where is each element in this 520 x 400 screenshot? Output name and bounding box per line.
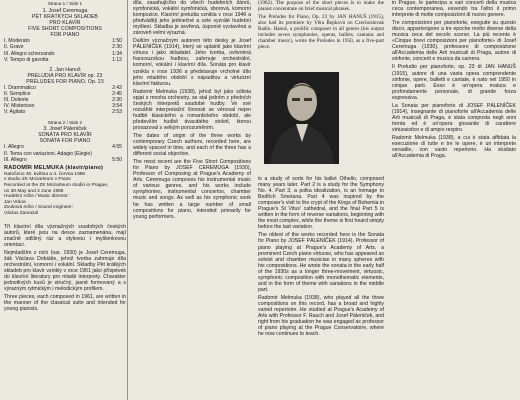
track-listing-column <box>4 0 126 400</box>
column-divider <box>127 0 128 400</box>
notes-paragraph: Dalším význačným autorem této desky je Josef PÁLENÍČEK (1914), který se uplatnil jako klavírní virtuos i jako skladatel. Jeho tvorba, ovlivněná francouzskou hudbou, zahrnuje orchestrální, komorní, vokální i klavírní díla. Sonáta pro klavír vznikla v roce 1936 a představuje vrcholné dílo jeho mladého období s nápaditou a virtuózní klavírní fakturou. <box>133 38 251 87</box>
side1-work2-en: PRELUDES FOR PIANO, Op. 23 <box>26 78 104 85</box>
credit-line: Václav Zamazal <box>4 210 39 216</box>
pianist-portrait-photo <box>264 72 339 164</box>
pianist-credit: RADOMÍR MELMUKA (klavír/piano) <box>4 164 104 171</box>
track-title: II. Grave <box>4 44 24 51</box>
notes-paragraph: Radomír Melmuka (1938), who played all the three compositions on this record, has a broad and highly varied repertoire. He studied at Prague's Academy of Arts with Professor F. Rauch and Josef Páleníček, and right from his graduation he was engaged as professor of piano playing at the Prague Conservatoire, where he now continues to teach. <box>258 294 384 338</box>
side2-work-czech: SONÁTA PRO KLAVÍR <box>38 132 92 139</box>
track-duration: 5:50 <box>112 156 122 163</box>
pianist-portrait-image <box>264 72 339 164</box>
track-duration: 1:12 <box>112 56 122 63</box>
track-duration: 1:50 <box>112 38 122 45</box>
notes-paragraph: Radomír Melmuka (1938), a cui è stata affidata la esecuzione di tutte e tre le opere, è un interprete versatile, con vasto repertorio. Ha studiato all'Accademia di Praga. <box>392 134 516 160</box>
credit-line: Hudební režie / Music director: <box>4 194 70 200</box>
credit-line: Natočeno 30. května a 4. června 1986 <box>4 171 86 177</box>
track-title: V. Agitato <box>4 109 26 116</box>
recording-credits <box>4 172 126 217</box>
credit-line: v studiu ZK Mozarteum v Praze <box>4 177 71 183</box>
notes-paragraph: Tři klavírní díla význačných soudobých českých autorů, které jsou na desce zaznamenána, mají značně odlišný ráz a stylovou i myšlenkovou orientaci. <box>4 223 126 248</box>
side1-work-czech: PĚT KRÁTKÝCH SKLADEB <box>32 13 98 20</box>
side1-work2-czech: PRELUDIA PRO KLAVÍR op. 23 <box>27 72 103 79</box>
notes-paragraph: Three pieces, each composed in 1961, are written in the manner of the classical suite and intended for young pianists. <box>4 294 126 313</box>
side2-track-list <box>4 144 126 162</box>
track-duration: 1:34 <box>112 50 122 57</box>
notes-paragraph: Il Preludio per pianoforte, op. 23 di JAN HANUŠ (1915), autore di una vasta opera comprendente sinfonie, opere, balletti e cantate, è nato nel 1950 in cinque parti. Esso è un'opera matura e profondamente personale, di grande forza espressiva. <box>392 64 516 101</box>
side2-work-en: SONATA FOR PIANO <box>39 138 91 145</box>
side1-heading: Strana 1 / Side 1 <box>47 1 83 6</box>
track-title: I. Moderato <box>4 38 30 45</box>
notes-paragraph: The Preludes for Piano, Op. 23 by JAN HANUŠ (1915), also had its premiere by Věra Řepková on Czechoslovak Radio. Hanuš, a prolific composer in all genres (his output includes seven symphonies, operas, ballets, cantatas and chamber music), wrote the Preludes in 1950, as a five-part piece. <box>258 14 384 51</box>
track-title: III. Allegro scherzando <box>4 50 55 57</box>
notes-paragraph: The oldest of the works recorded here is the Sonata for Piano by JOSEF PÁLENÍČEK (1914), Professor of piano playing at Prague's Academy of Arts, a prominent Czech piano virtuoso, who has appeared as soloist and chamber musician in many spheres with his compositions. He wrote the sonata in the early half of the 1930s as a longer three-movement, virtuosic, symphonic composition with monothematic elements, and in the form of theme with variations in the middle part. <box>258 232 384 293</box>
side1-track-list-2 <box>4 85 126 115</box>
track-title: II. Tema con variazioni. Adagio (Elegie) <box>4 150 92 157</box>
notes-paragraph: Radomír Melmuka (1938), jehož byl jako sólista spjat s mnoha orchestry, se stal jedním z předních českých interpretů soudobé hudby. Ve své rozsáhlé interpretační činnosti se věnoval nejen hudbě klasického a romantického období, ale především hudbě dvacátého století, kterou prosazoval s velkým porozuměním. <box>133 88 251 131</box>
side1-composer-2: 2. Jan Hanuš <box>49 66 81 73</box>
notes-paragraph: díla, zasahujícího do všech hudebních žánrů, symfonická, vokální symfonická, sborová, komorní kompozice. Klavírní preludia vznikla v roce 1946 a předvádějí jeho jedinečné a cele vyzrálé hudební myšlení. Skladba je sevřená, úsporně vystavěná a zároveň velmi výrazná. <box>133 0 251 37</box>
track-row <box>4 157 126 163</box>
track-duration: 4:55 <box>112 144 122 151</box>
track-duration: 2:45 <box>112 91 122 98</box>
track-title: III. Dolente <box>4 97 29 104</box>
notes-paragraph: The most recent are the Five Short Compositions for Piano by JOSEF CEREMUGA (1930), Professor of Composing at Prague's Academy of Arts. Ceremuga composes his instrumental music of various genres, and his works include symphonies, instrumental concertos, chamber music and songs. As well as his symphonic work he has written a large number of small compositions for piano, intended primarily for young performers. <box>133 159 251 220</box>
track-title: III. Allegro <box>4 156 27 163</box>
credit-line: Recorded at the ZK Mozarteum studio in Prague, <box>4 182 109 188</box>
notes-paragraph: Tre composizioni per pianoforte, eseguite su questo disco, appartengono a tre epoche molto diverse della musica ceca del secolo scorso. La più recente è «Cinque brevi composizioni per pianoforte» di Josef Ceremuga (1930), professore di composizione all'Accademia delle Arti musicali di Praga, autore di sinfonie, concerti e musica da camera. <box>392 20 516 63</box>
side1-track-list <box>4 38 126 62</box>
track-duration: 2:42 <box>112 85 122 92</box>
side2-heading: Strana 2 / Side 2 <box>47 119 83 125</box>
track-title: IV. Misterioso <box>4 103 35 110</box>
credit-line: on 30 May and 4 June 1986 <box>4 188 64 194</box>
side1-work-en-2: FOR PIANO <box>50 32 80 39</box>
notes-paragraph: La Sonata per pianoforte di JOSEF PÁLENÍČEK (1914), insegnante di pianoforte all'Accademia delle Arti musicali di Praga, è stata composta negli anni trenta ed è un'opera giovanile di carattere virtuosistico e di ampio respiro. <box>392 102 516 133</box>
notes-paragraph: in Prague, le partecipa a vari concerti della musica ceca contemporanea, essendo tra l'altro il primo interprete di molte composizioni di nuovo genere. <box>392 0 516 19</box>
side1-work-en: FIVE SHORT COMPOSITIONS <box>28 25 102 32</box>
notes-column-4 <box>392 0 516 400</box>
notes-column-3-top <box>258 0 384 70</box>
track-title: I. Drammatico <box>4 85 36 92</box>
credit-line: Jan Vrána <box>4 199 26 205</box>
credit-line: Zvuková režie / Sound engineer: <box>4 205 74 211</box>
track-title: I. Allegro <box>4 144 24 151</box>
notes-column-2 <box>133 0 251 400</box>
track-title: V. Tempo di gavotta <box>4 56 49 63</box>
side1-work-czech-2: PRO KLAVÍR <box>49 19 81 26</box>
side2-composer: 3. Josef Páleníček <box>43 126 87 133</box>
track-duration: 2:30 <box>112 44 122 51</box>
side1-composer: 1. Josef Ceremuga <box>42 7 88 14</box>
czech-notes-column1 <box>4 224 126 313</box>
track-duration: 2:53 <box>112 109 122 116</box>
notes-paragraph: Nejmladším z nich (nar. 1930) je Josef Ceremuga, žák Václava Dobiáše, jehož tvorba zahrnuje díla orchestrální, komorní i vokální. Skladby Pět krátkých skladeb pro klavír vznikly v roce 1961 jako příspěvek do klavírní literatury pro mladé interprety. Charakter jednotlivých kusů je stručný, jasně formovaný a s výrazným rytmickým i melodickým profilem. <box>4 249 126 292</box>
notes-paragraph: The dates of origin of the three works by contemporary Czech authors, recorded here, are widely spaced in time, and each of the three has a different social objective. <box>133 132 251 158</box>
track-title: II. Semplice <box>4 91 31 98</box>
notes-paragraph: (1962). The purpose of the short pieces is to make the pianist concentrate on brief musical phrases. <box>258 0 384 13</box>
notes-column-3 <box>258 176 384 400</box>
track-duration: 3:54 <box>112 103 122 110</box>
track-duration: 2:30 <box>112 97 122 104</box>
notes-paragraph: is a study of sorts for his ballet Othello, composed many years later. Part 2 is a study for the Symphony No. 4. Part 3, a polka idealization, is an homage to Bedřich Smetana. Part 4 was inspired by the composer's visit to the crypt of the Kings of Bohemia in Prague's St Vitus' cathedral, and the final Part 5 is written in the form of reverse variations, beginning with the most complex, while the theme is first heard simply before the last variation. <box>258 176 384 231</box>
